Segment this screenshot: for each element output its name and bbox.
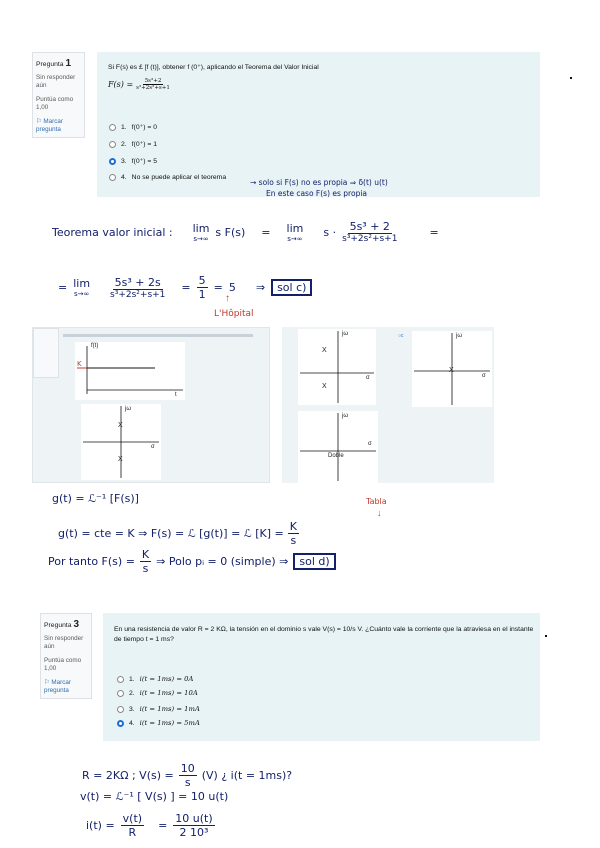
q2-screenshot-left xyxy=(32,327,270,483)
work3-line1: R = 2KΩ ; V(s) = $\frac{10}{s}$ (V) ¿ i(t = 1ms)? xyxy=(82,762,293,789)
q1-formula xyxy=(108,78,170,91)
q1-number-label: Pregunta 1 xyxy=(36,58,72,69)
q2-plot-c: jω σ X xyxy=(412,331,492,407)
tvi-label: Teorema valor inicial : xyxy=(52,225,173,239)
q3-option-3[interactable]: 3. i(t = 1ms) = 1mA xyxy=(117,705,200,713)
work2-line1: g(t) = ℒ⁻¹ [F(s)] xyxy=(52,492,139,505)
radio-icon[interactable] xyxy=(117,706,124,713)
q3-status: Sin responder aún xyxy=(44,634,84,650)
q1-formula-lhs: F(s) = xyxy=(108,80,134,89)
q1-note-line2: En este caso F(s) es propia xyxy=(266,189,368,198)
q2-info-mini xyxy=(33,328,59,378)
radio-icon[interactable] xyxy=(117,676,124,683)
q2-statement-blurred xyxy=(63,334,253,337)
q3-option-1[interactable]: 1. i(t = 1ms) = 0A xyxy=(117,675,193,683)
dot-mark xyxy=(545,635,547,637)
q3-flag-link[interactable]: ⚐ Marcar pregunta xyxy=(44,678,71,694)
q1-note-line1: → solo si F(s) no es propia ⇒ δ(t) u(t) xyxy=(250,178,388,187)
work1-line2: = lim s→∞ $\frac{\text{5s³ + 2s}}{\text{s³+2s²+s+1}}$ = $\frac{5}{1}$ = 5 ⇒ sol c) xyxy=(58,274,312,301)
work3-line2: v(t) = ℒ⁻¹ [ V(s) ] = 10 u(t) xyxy=(80,790,229,803)
hopital-note: L'Hôpital xyxy=(214,309,254,319)
q1-option-2[interactable]: 2. f(0⁺) = 1 xyxy=(109,140,157,148)
q1-question-card xyxy=(97,52,540,197)
radio-icon[interactable] xyxy=(117,690,124,697)
q2-plot-a: jω σ X X xyxy=(298,329,376,405)
q1-option-1[interactable]: 1. f(0⁺) = 0 xyxy=(109,123,157,131)
flag-icon: ⚐ xyxy=(44,678,50,686)
tabla-arrow: ↓ xyxy=(377,508,382,518)
q2-radio-c[interactable]: ○c xyxy=(398,333,404,339)
q1-flag-link[interactable]: ⚐ Marcar pregunta xyxy=(36,117,63,133)
radio-icon[interactable] xyxy=(109,124,116,131)
q1-formula-num: 5s³+2 xyxy=(144,78,162,84)
work2-answer-box: sol d) xyxy=(293,553,335,570)
radio-selected-icon[interactable] xyxy=(117,720,124,727)
q3-question-card xyxy=(103,613,540,741)
q1-status: Sin responder aún xyxy=(36,73,76,89)
radio-selected-icon[interactable] xyxy=(109,158,116,165)
work3-line3: i(t) = $\frac{v(t)}{R}$ = $\frac{10 u(t)}{\text{2 10³}}$ xyxy=(86,812,213,839)
q3-option-4[interactable]: 4. i(t = 1ms) = 5mA xyxy=(117,719,200,727)
radio-icon[interactable] xyxy=(109,174,116,181)
q2-screenshot-right xyxy=(282,327,494,483)
dot-mark xyxy=(570,77,572,79)
tabla-note: Tabla xyxy=(366,497,387,506)
q1-score: Puntúa como 1,00 xyxy=(36,95,74,111)
work1-answer-box: sol c) xyxy=(271,279,312,296)
q3-option-2[interactable]: 2. i(t = 1ms) = 10A xyxy=(117,689,198,697)
work2-line3: Por tanto F(s) = $\frac{K}{s}$ ⇒ Polo pᵢ = 0 (simple) ⇒ sol d) xyxy=(48,548,336,575)
q2-xlabel: t xyxy=(175,392,177,398)
q2-plot-d: jω σ X X xyxy=(81,404,161,480)
hopital-arrow: ↑ xyxy=(225,293,230,304)
q1-statement: Si F(s) es £ [f (t)], obtener f (0⁺), aplicando el Teorema del Valor Inicial xyxy=(108,64,319,71)
q1-formula-den: s³+2s²+s+1 xyxy=(136,85,170,91)
flag-icon: ⚐ xyxy=(36,117,42,125)
work2-line2: g(t) = cte = K ⇒ F(s) = ℒ [g(t)] = ℒ [K] = $\frac{K}{s}$ xyxy=(58,520,297,547)
q1-info-panel xyxy=(32,52,85,138)
q3-score: Puntúa como 1,00 xyxy=(44,656,82,672)
work1-line1: Teorema valor inicial : lim s→∞ s F(s) = lim s→∞ s · $\frac{\text{5s³ + 2}}{\text{s³+2s²+s+1}}$ = xyxy=(52,220,439,244)
q2-ylabel: f(t) xyxy=(91,343,99,349)
q3-number-label: Pregunta 3 xyxy=(44,619,80,630)
q3-statement: En una resistencia de valor R = 2 KΩ, la tensión en el dominio s vale V(s) = 10/s V. ¿Cuánto vale la corriente que la atraviesa en el instante de tiempo t = 1 ms? xyxy=(114,626,534,644)
q2-plot-b: jω σ Doble xyxy=(298,411,378,483)
q1-option-3[interactable]: 3. f(0⁺) = 5 xyxy=(109,157,157,165)
q1-option-4[interactable]: 4. No se puede aplicar el teorema xyxy=(109,174,226,181)
q3-info-panel xyxy=(40,613,92,699)
q2-step-plot xyxy=(75,342,185,400)
radio-icon[interactable] xyxy=(109,141,116,148)
q2-k-label: K xyxy=(77,360,82,368)
